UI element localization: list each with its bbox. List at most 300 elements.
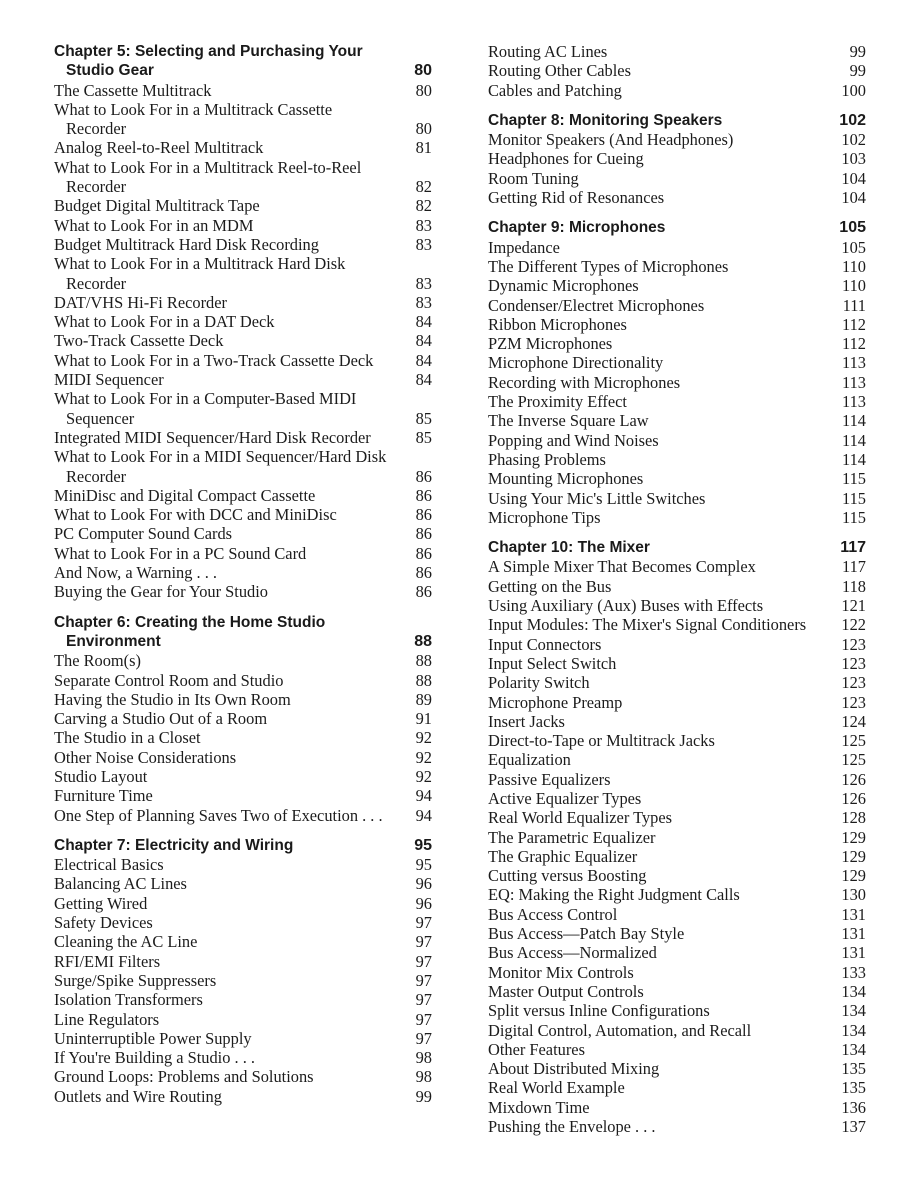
entry-title: Insert Jacks: [488, 711, 565, 731]
chapter-title: Chapter 5: Selecting and Purchasing Your Studio Gear: [54, 43, 363, 80]
entry-title: Input Connectors: [488, 634, 602, 654]
toc-entry: [488, 808, 866, 827]
toc-entry: [488, 238, 866, 257]
toc-entry: [488, 885, 866, 904]
entry-title: Budget Digital Multitrack Tape: [54, 196, 260, 216]
toc-entry: [488, 615, 866, 634]
entry-title: Two-Track Cassette Deck: [54, 331, 224, 351]
entry-title: Passive Equalizers: [488, 769, 611, 789]
chapter-title: Chapter 9: Microphones: [488, 219, 666, 237]
entry-title: Microphone Tips: [488, 507, 601, 527]
toc-entry: [488, 81, 866, 100]
entry-page-number: 92: [415, 747, 432, 767]
toc-entry: [488, 450, 866, 469]
toc-entry: [488, 963, 866, 982]
entry-title: Separate Control Room and Studio: [54, 670, 284, 690]
entry-title: Safety Devices: [54, 913, 153, 933]
toc-entry: [54, 874, 432, 893]
entry-title: What to Look For in a PC Sound Card: [54, 543, 307, 563]
chapter-heading: [54, 613, 432, 652]
toc-section: [54, 836, 432, 1106]
entry-page-number: 88: [415, 651, 432, 671]
toc-entry: [488, 828, 866, 847]
entry-page-number: 114: [842, 449, 866, 469]
entry-title: Direct-to-Tape or Multitrack Jacks: [488, 731, 715, 751]
entry-page-number: 97: [415, 951, 432, 971]
entry-title: Using Your Mic's Little Switches: [488, 488, 706, 508]
chapter-page-number: 88: [414, 632, 432, 650]
toc-entry: [54, 1010, 432, 1029]
entry-title: Analog Reel-to-Reel Multitrack: [54, 138, 264, 158]
entry-page-number: 83: [415, 292, 432, 312]
entry-title: Surge/Spike Suppressers: [54, 970, 217, 990]
entry-title: Electrical Basics: [54, 855, 164, 875]
entry-title: Impedance: [488, 237, 560, 257]
entry-title: DAT/VHS Hi-Fi Recorder: [54, 292, 227, 312]
toc-entry: [54, 254, 432, 293]
toc-entry: [488, 673, 866, 692]
toc-entry: [54, 767, 432, 786]
entry-page-number: 128: [841, 808, 866, 828]
entry-page-number: 129: [841, 846, 866, 866]
toc-entry: [54, 651, 432, 670]
entry-page-number: 123: [841, 653, 866, 673]
toc-entry: [54, 158, 432, 197]
toc-entry: [488, 847, 866, 866]
entry-page-number: 121: [841, 596, 866, 616]
entry-page-number: 86: [415, 524, 432, 544]
entry-page-number: 98: [415, 1048, 432, 1068]
entry-title: Getting Rid of Resonances: [488, 188, 665, 208]
entry-title: Headphones for Cueing: [488, 149, 644, 169]
entry-title: Ribbon Microphones: [488, 314, 627, 334]
entry-page-number: 89: [415, 689, 432, 709]
toc-entry: [488, 635, 866, 654]
entry-title: What to Look For in a Multitrack Reel-to-Reel Recorder: [54, 157, 362, 197]
entry-title: Other Features: [488, 1039, 585, 1059]
chapter-heading: [488, 538, 866, 557]
entry-page-number: 83: [415, 234, 432, 254]
entry-page-number: 84: [415, 331, 432, 351]
entry-page-number: 113: [842, 392, 866, 412]
chapter-page-number: 102: [839, 111, 866, 129]
entry-title: The Parametric Equalizer: [488, 827, 656, 847]
entry-title: Bus Access—Patch Bay Style: [488, 924, 685, 944]
entry-title: Mounting Microphones: [488, 469, 644, 489]
toc-entry: [54, 748, 432, 767]
toc-entry: [488, 130, 866, 149]
entry-page-number: 131: [841, 904, 866, 924]
entry-title: Ground Loops: Problems and Solutions: [54, 1067, 314, 1087]
toc-entry: [488, 42, 866, 61]
toc-column-right: [488, 42, 866, 1136]
entry-title: Budget Multitrack Hard Disk Recording: [54, 234, 319, 254]
entry-page-number: 83: [415, 273, 432, 293]
entry-title: Cables and Patching: [488, 80, 622, 100]
entry-page-number: 86: [415, 466, 432, 486]
toc-entry: [488, 431, 866, 450]
chapter-heading: [488, 218, 866, 237]
entry-page-number: 134: [841, 1001, 866, 1021]
entry-title: Recording with Microphones: [488, 372, 681, 392]
entry-page-number: 80: [415, 119, 432, 139]
entry-title: Polarity Switch: [488, 673, 590, 693]
toc-entry: [488, 257, 866, 276]
entry-page-number: 115: [842, 507, 866, 527]
toc-entry: [488, 866, 866, 885]
entry-page-number: 92: [415, 728, 432, 748]
toc-entry: [488, 1001, 866, 1020]
entry-title: Pushing the Envelope . . .: [488, 1117, 656, 1137]
entry-title: Line Regulators: [54, 1009, 160, 1029]
toc-entry: [54, 447, 432, 486]
entry-page-number: 113: [842, 372, 866, 392]
entry-title: Having the Studio in Its Own Room: [54, 689, 291, 709]
toc-entry: [488, 61, 866, 80]
entry-page-number: 134: [841, 1039, 866, 1059]
toc-entry: [54, 971, 432, 990]
entry-page-number: 96: [415, 893, 432, 913]
toc-entry: [54, 524, 432, 543]
entry-page-number: 94: [415, 805, 432, 825]
entry-page-number: 84: [415, 350, 432, 370]
toc-entry: [54, 138, 432, 157]
chapter-title: Chapter 6: Creating the Home Studio Environment: [54, 613, 326, 650]
entry-page-number: 134: [841, 981, 866, 1001]
entry-title: Routing Other Cables: [488, 61, 631, 81]
entry-title: The Different Types of Microphones: [488, 256, 729, 276]
entry-page-number: 117: [842, 557, 866, 577]
toc-column-left: [54, 42, 432, 1106]
entry-page-number: 97: [415, 1009, 432, 1029]
entry-title: What to Look For in an MDM: [54, 215, 254, 235]
entry-page-number: 115: [842, 469, 866, 489]
entry-page-number: 126: [841, 788, 866, 808]
entry-page-number: 105: [841, 237, 866, 257]
entry-page-number: 84: [415, 370, 432, 390]
entry-page-number: 82: [415, 196, 432, 216]
entry-title: RFI/EMI Filters: [54, 951, 161, 971]
entry-page-number: 111: [842, 295, 866, 315]
toc-entry: [488, 1059, 866, 1078]
entry-title: EQ: Making the Right Judgment Calls: [488, 885, 740, 905]
entry-title: Cleaning the AC Line: [54, 932, 198, 952]
toc-section: [488, 218, 866, 527]
toc-entry: [54, 196, 432, 215]
entry-page-number: 97: [415, 932, 432, 952]
entry-page-number: 97: [415, 990, 432, 1010]
toc-entry: [488, 469, 866, 488]
entry-title: MIDI Sequencer: [54, 370, 164, 390]
toc-entry: [54, 486, 432, 505]
toc-entry: [54, 913, 432, 932]
toc-entry: [488, 654, 866, 673]
toc-entry: [488, 334, 866, 353]
entry-page-number: 83: [415, 215, 432, 235]
entry-title: Other Noise Considerations: [54, 747, 237, 767]
entry-page-number: 81: [415, 138, 432, 158]
toc-entry: [488, 693, 866, 712]
toc-entry: [54, 1087, 432, 1106]
entry-page-number: 110: [842, 276, 866, 296]
entry-title: Cutting versus Boosting: [488, 866, 647, 886]
chapter-heading: [54, 836, 432, 855]
toc-entry: [488, 731, 866, 750]
entry-title: Routing AC Lines: [488, 42, 608, 61]
toc-entry: [54, 235, 432, 254]
toc-entry: [54, 293, 432, 312]
chapter-page-number: 105: [839, 219, 866, 237]
toc-entry: [54, 216, 432, 235]
entry-page-number: 85: [415, 427, 432, 447]
entry-page-number: 112: [842, 314, 866, 334]
entry-page-number: 123: [841, 673, 866, 693]
entry-page-number: 91: [415, 709, 432, 729]
entry-title: What to Look For in a MIDI Sequencer/Hard Disk Recorder: [54, 447, 387, 486]
toc-entry: [488, 596, 866, 615]
toc-entry: [54, 1048, 432, 1067]
entry-page-number: 129: [841, 866, 866, 886]
entry-page-number: 84: [415, 312, 432, 332]
entry-title: Outlets and Wire Routing: [54, 1086, 222, 1106]
entry-title: Real World Equalizer Types: [488, 808, 673, 828]
entry-title: What to Look For with DCC and MiniDisc: [54, 505, 337, 525]
entry-title: Active Equalizer Types: [488, 788, 642, 808]
entry-title: PC Computer Sound Cards: [54, 524, 233, 544]
entry-title: Furniture Time: [54, 786, 153, 806]
entry-page-number: 125: [841, 750, 866, 770]
chapter-heading: [54, 42, 432, 81]
entry-title: Monitor Speakers (And Headphones): [488, 130, 734, 150]
entry-title: What to Look For in a Multitrack Hard Disk Recorder: [54, 254, 346, 293]
toc-entry: [488, 315, 866, 334]
toc-entry: [54, 370, 432, 389]
entry-page-number: 112: [842, 334, 866, 354]
entry-title: Equalization: [488, 750, 571, 770]
entry-title: The Cassette Multitrack: [54, 80, 212, 100]
toc-entry: [488, 1021, 866, 1040]
toc-entry: [54, 806, 432, 825]
entry-page-number: 99: [415, 1086, 432, 1106]
toc-entry: [54, 786, 432, 805]
toc-entry: [488, 373, 866, 392]
entry-page-number: 123: [841, 692, 866, 712]
entry-title: Phasing Problems: [488, 449, 606, 469]
toc-entry: [488, 489, 866, 508]
entry-page-number: 97: [415, 913, 432, 933]
entry-page-number: 99: [849, 42, 866, 61]
entry-page-number: 133: [841, 962, 866, 982]
entry-title: Isolation Transformers: [54, 990, 203, 1010]
entry-title: Input Modules: The Mixer's Signal Conditioners: [488, 615, 807, 635]
toc-section: [488, 42, 866, 100]
entry-page-number: 137: [841, 1117, 866, 1137]
entry-title: Input Select Switch: [488, 653, 617, 673]
entry-title: What to Look For in a Computer-Based MIDI Sequencer: [54, 389, 357, 428]
toc-entry: [54, 1067, 432, 1086]
entry-title: The Room(s): [54, 651, 141, 671]
chapter-title: Chapter 7: Electricity and Wiring: [54, 836, 294, 854]
toc-entry: [488, 943, 866, 962]
entry-page-number: 124: [841, 711, 866, 731]
entry-page-number: 97: [415, 1028, 432, 1048]
entry-title: The Proximity Effect: [488, 392, 627, 412]
entry-page-number: 100: [841, 80, 866, 100]
toc-entry: [488, 770, 866, 789]
entry-title: Bus Access Control: [488, 904, 618, 924]
entry-title: Microphone Preamp: [488, 692, 623, 712]
entry-page-number: 86: [415, 505, 432, 525]
entry-title: The Inverse Square Law: [488, 411, 649, 431]
entry-page-number: 92: [415, 766, 432, 786]
chapter-page-number: 95: [414, 836, 432, 854]
entry-page-number: 136: [841, 1097, 866, 1117]
toc-entry: [54, 389, 432, 428]
toc-entry: [54, 544, 432, 563]
entry-page-number: 122: [841, 615, 866, 635]
entry-page-number: 104: [841, 168, 866, 188]
toc-section: [54, 42, 432, 602]
entry-title: Getting on the Bus: [488, 576, 612, 596]
toc-entry: [488, 557, 866, 576]
entry-title: Using Auxiliary (Aux) Buses with Effects: [488, 596, 764, 616]
entry-page-number: 102: [841, 130, 866, 150]
toc-entry: [488, 789, 866, 808]
entry-title: About Distributed Mixing: [488, 1059, 660, 1079]
toc-entry: [54, 428, 432, 447]
toc-entry: [54, 331, 432, 350]
entry-page-number: 99: [849, 61, 866, 81]
toc-section: [488, 538, 866, 1136]
chapter-title: Chapter 8: Monitoring Speakers: [488, 111, 723, 129]
entry-page-number: 130: [841, 885, 866, 905]
entry-title: Digital Control, Automation, and Recall: [488, 1020, 752, 1040]
entry-title: Monitor Mix Controls: [488, 962, 634, 982]
toc-entry: [488, 1117, 866, 1136]
toc-entry: [488, 149, 866, 168]
entry-title: What to Look For in a Two-Track Cassette Deck: [54, 350, 374, 370]
toc-entry: [488, 392, 866, 411]
entry-title: If You're Building a Studio . . .: [54, 1048, 256, 1068]
entry-title: Uninterruptible Power Supply: [54, 1028, 252, 1048]
entry-title: Split versus Inline Configurations: [488, 1001, 710, 1021]
toc-entry: [488, 508, 866, 527]
entry-title: The Studio in a Closet: [54, 728, 201, 748]
toc-entry: [488, 712, 866, 731]
entry-title: Buying the Gear for Your Studio: [54, 582, 268, 602]
toc-entry: [54, 709, 432, 728]
toc-entry: [488, 169, 866, 188]
entry-page-number: 135: [841, 1078, 866, 1098]
chapter-heading: [488, 111, 866, 130]
entry-page-number: 118: [842, 576, 866, 596]
entry-title: What to Look For in a Multitrack Cassette Recorder: [54, 99, 333, 139]
entry-title: Studio Layout: [54, 766, 148, 786]
entry-page-number: 114: [842, 411, 866, 431]
entry-page-number: 85: [415, 408, 432, 428]
toc-entry: [488, 1098, 866, 1117]
toc-entry: [488, 982, 866, 1001]
entry-page-number: 86: [415, 582, 432, 602]
entry-page-number: 135: [841, 1059, 866, 1079]
toc-entry: [488, 905, 866, 924]
toc-entry: [488, 577, 866, 596]
toc-entry: [488, 296, 866, 315]
chapter-page-number: 117: [840, 539, 866, 557]
entry-page-number: 94: [415, 786, 432, 806]
entry-page-number: 134: [841, 1020, 866, 1040]
toc-entry: [488, 188, 866, 207]
entry-title: One Step of Planning Saves Two of Execution . . .: [54, 805, 383, 825]
entry-page-number: 113: [842, 353, 866, 373]
entry-page-number: 98: [415, 1067, 432, 1087]
toc-entry: [54, 100, 432, 139]
entry-title: Dynamic Microphones: [488, 276, 639, 296]
toc-entry: [54, 505, 432, 524]
toc-entry: [54, 855, 432, 874]
toc-entry: [54, 952, 432, 971]
toc-entry: [54, 728, 432, 747]
entry-page-number: 126: [841, 769, 866, 789]
entry-page-number: 86: [415, 563, 432, 583]
entry-title: The Graphic Equalizer: [488, 846, 638, 866]
toc-entry: [54, 671, 432, 690]
entry-title: What to Look For in a DAT Deck: [54, 312, 275, 332]
toc-entry: [54, 932, 432, 951]
toc-section: [488, 111, 866, 207]
entry-title: Bus Access—Normalized: [488, 943, 657, 963]
toc-entry: [54, 894, 432, 913]
toc-entry: [54, 312, 432, 331]
toc-entry: [488, 353, 866, 372]
entry-title: Microphone Directionality: [488, 353, 664, 373]
toc-entry: [488, 750, 866, 769]
toc-entry: [54, 690, 432, 709]
toc-entry: [54, 81, 432, 100]
entry-page-number: 80: [415, 80, 432, 100]
entry-page-number: 125: [841, 731, 866, 751]
chapter-title: Chapter 10: The Mixer: [488, 539, 650, 557]
entry-page-number: 131: [841, 943, 866, 963]
entry-page-number: 110: [842, 256, 866, 276]
entry-title: MiniDisc and Digital Compact Cassette: [54, 485, 316, 505]
entry-title: Carving a Studio Out of a Room: [54, 709, 268, 729]
toc-entry: [488, 276, 866, 295]
entry-page-number: 86: [415, 543, 432, 563]
entry-title: Integrated MIDI Sequencer/Hard Disk Recorder: [54, 427, 371, 447]
chapter-page-number: 80: [414, 62, 432, 80]
toc-entry: [54, 990, 432, 1009]
toc-section: [54, 613, 432, 825]
entry-page-number: 115: [842, 488, 866, 508]
entry-page-number: 96: [415, 874, 432, 894]
entry-title: Real World Example: [488, 1078, 625, 1098]
toc-entry: [54, 1029, 432, 1048]
entry-page-number: 131: [841, 924, 866, 944]
entry-title: Getting Wired: [54, 893, 148, 913]
toc-entry: [54, 351, 432, 370]
toc-entry: [54, 563, 432, 582]
entry-page-number: 88: [415, 670, 432, 690]
entry-title: Mixdown Time: [488, 1097, 590, 1117]
toc-entry: [488, 1040, 866, 1059]
entry-page-number: 95: [415, 855, 432, 875]
entry-title: Condenser/Electret Microphones: [488, 295, 705, 315]
entry-page-number: 129: [841, 827, 866, 847]
entry-title: PZM Microphones: [488, 334, 613, 354]
entry-title: Popping and Wind Noises: [488, 430, 659, 450]
entry-page-number: 82: [415, 177, 432, 197]
